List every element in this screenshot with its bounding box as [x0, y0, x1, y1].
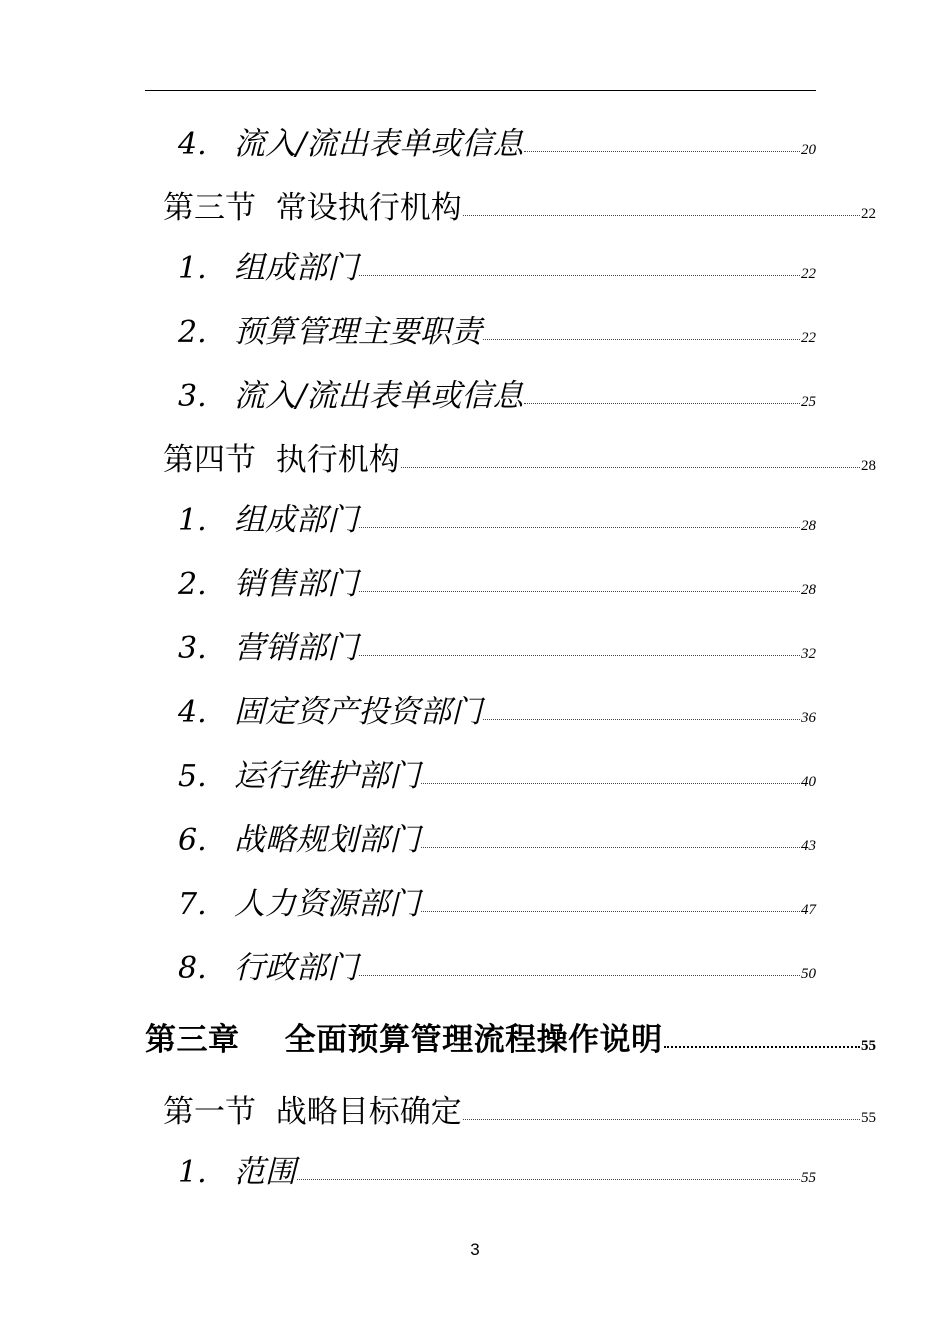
toc-entry-title: 运行维护部门	[234, 758, 420, 794]
toc-entry-title: 销售部门	[234, 566, 358, 602]
toc-entry-title: 固定资产投资部门	[234, 694, 482, 730]
toc-entry-page: 28	[861, 458, 876, 474]
toc-dot-leader	[483, 339, 800, 340]
toc-entry-page: 32	[801, 646, 816, 662]
toc-entry[interactable]	[178, 942, 816, 987]
toc-dot-leader	[524, 151, 800, 152]
toc-dot-leader	[359, 275, 800, 276]
toc-entry-number: 6.	[178, 823, 207, 858]
toc-dot-leader	[359, 655, 800, 656]
toc-entry-number: 1.	[178, 503, 207, 538]
toc-entry-page: 28	[801, 518, 816, 534]
toc-dot-leader	[401, 467, 860, 468]
toc-dot-leader	[664, 1046, 860, 1048]
toc-entry-title: 战略规划部门	[234, 822, 420, 858]
toc-dot-leader	[483, 719, 800, 720]
toc-entry-page: 28	[801, 582, 816, 598]
toc-entry-title: 第一节 战略目标确定	[163, 1094, 462, 1130]
toc-entry-number: 4.	[178, 127, 207, 162]
toc-entry[interactable]	[178, 1146, 816, 1191]
toc-dot-leader	[359, 975, 800, 976]
toc-dot-leader	[421, 847, 800, 848]
toc-dot-leader	[421, 911, 800, 912]
toc-entry[interactable]	[178, 878, 816, 923]
toc-entry-title: 流入/流出表单或信息	[234, 126, 524, 162]
toc-entry-page: 22	[861, 206, 876, 222]
toc-entry-title: 第四节 执行机构	[163, 442, 400, 478]
toc-entry-title: 组成部门	[234, 502, 358, 538]
toc-entry-page: 55	[861, 1038, 876, 1054]
toc-entry-page: 36	[801, 710, 816, 726]
toc-entry-page: 22	[801, 330, 816, 346]
toc-entry[interactable]	[163, 182, 876, 227]
toc-entry-title: 组成部门	[234, 250, 358, 286]
toc-dot-leader	[421, 783, 800, 784]
toc-entry-page: 40	[801, 774, 816, 790]
toc-entry-number: 1.	[178, 251, 207, 286]
toc-entry-number: 7.	[178, 887, 207, 922]
toc-dot-leader	[297, 1179, 800, 1180]
toc-entry-number: 2.	[178, 567, 207, 602]
toc-entry-number: 8.	[178, 951, 207, 986]
toc-entry[interactable]	[178, 814, 816, 859]
page-number: 3	[470, 1240, 480, 1259]
toc-dot-leader	[463, 215, 860, 216]
toc-entry[interactable]	[178, 242, 816, 287]
toc-entry[interactable]	[178, 118, 816, 163]
toc-entry[interactable]	[178, 370, 816, 415]
toc-dot-leader	[524, 403, 800, 404]
toc-entry[interactable]	[178, 306, 816, 351]
toc-entry-title: 第三章 全面预算管理流程操作说明	[145, 1022, 663, 1058]
toc-entry-title: 预算管理主要职责	[234, 314, 482, 350]
toc-entry-number: 5.	[178, 759, 207, 794]
toc-entry-title: 流入/流出表单或信息	[234, 378, 524, 414]
toc-entry[interactable]	[163, 434, 876, 479]
toc-entry-page: 50	[801, 966, 816, 982]
toc-entry-page: 20	[801, 142, 816, 158]
toc-entry-page: 22	[801, 266, 816, 282]
toc-entry-page: 55	[861, 1110, 876, 1126]
toc-entry-page: 47	[801, 902, 816, 918]
toc-dot-leader	[463, 1119, 860, 1120]
toc-entry-title: 营销部门	[234, 630, 358, 666]
toc-entry[interactable]	[178, 750, 816, 795]
toc-entry-page: 25	[801, 394, 816, 410]
toc-entry-title: 范围	[234, 1154, 296, 1190]
toc-entry[interactable]	[178, 558, 816, 603]
toc-entry-title: 人力资源部门	[234, 886, 420, 922]
toc-entry-page: 43	[801, 838, 816, 854]
toc-entry[interactable]	[178, 494, 816, 539]
toc-entry-number: 3.	[178, 379, 207, 414]
toc-entry-page: 55	[801, 1170, 816, 1186]
toc-entry[interactable]	[163, 1086, 876, 1131]
toc-dot-leader	[359, 527, 800, 528]
toc-entry-title: 第三节 常设执行机构	[163, 190, 462, 226]
toc-entry-number: 4.	[178, 695, 207, 730]
toc-entry[interactable]	[178, 622, 816, 667]
toc-entry-chapter[interactable]	[145, 1014, 876, 1059]
toc-entry-title: 行政部门	[234, 950, 358, 986]
toc-entry-number: 1.	[178, 1155, 207, 1190]
toc-dot-leader	[359, 591, 800, 592]
toc-entry[interactable]	[178, 686, 816, 731]
toc-entry-number: 2.	[178, 315, 207, 350]
toc-entry-number: 3.	[178, 631, 207, 666]
